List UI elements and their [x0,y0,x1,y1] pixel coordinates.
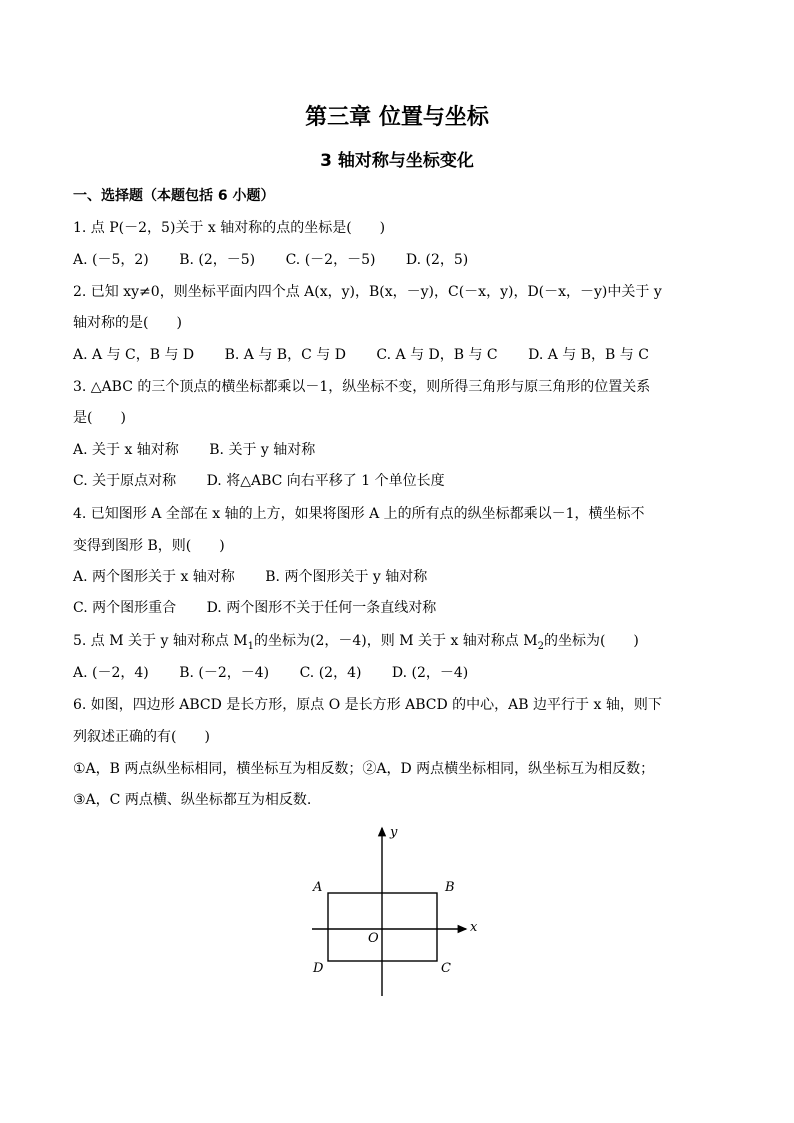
q5-stem-part-b: 的坐标为(2，－4)，则 M 关于 x 轴对称点 M [254,633,538,649]
label-a: A [313,880,323,895]
question-6-stem-line-1: 6. 如图，四边形 ABCD 是长方形，原点 O 是长方形 ABCD 的中心，AB 边平行于 x 轴，则下 [73,697,662,713]
question-6-statement-line-1: ①A，B 两点纵坐标相同，横坐标互为相反数；②A，D 两点横坐标相同，纵坐标互为相反数； [73,761,655,777]
option-c: C. (2，4) [299,665,362,681]
option-c: C. 两个图形重合 [73,600,177,616]
question-2-stem-line-1: 2. 已知 xy≠0，则坐标平面内四个点 A(x，y)，B(x，－y)，C(－x，y)，D(－x，－y)中关于 y [73,284,662,300]
question-3-stem-line-2: 是( ) [73,410,126,426]
question-2-stem-line-2: 轴对称的是( ) [73,315,182,331]
label-y-axis: y [390,825,398,840]
chapter-title: 第三章 位置与坐标 [305,105,489,130]
question-6-stem-line-2: 列叙述正确的有( ) [73,729,210,745]
option-c: C. (－2，－5) [285,252,376,268]
question-4-options-row-2 [73,598,436,618]
option-b: B. 两个图形关于 y 轴对称 [265,569,428,585]
question-5-options [73,663,468,683]
question-6-statement-line-2: ③A，C 两点横、纵坐标都互为相反数. [73,792,312,808]
label-origin: O [368,931,379,946]
question-3-options-row-1 [73,440,315,460]
question-4-stem-line-1: 4. 已知图形 A 全部在 x 轴的上方，如果将图形 A 上的所有点的纵坐标都乘以－1，横坐标不 [73,506,645,522]
label-b: B [445,880,455,895]
option-b: B. (2，－5) [179,252,256,268]
option-a: A. (－2，4) [73,665,149,681]
option-d: D. 两个图形不关于任何一条直线对称 [206,600,437,616]
option-b: B. (－2，－4) [179,665,270,681]
rectangle-coordinate-figure [300,820,490,1002]
q5-stem-part-a: 5. 点 M 关于 y 轴对称点 M [73,633,248,649]
label-c: C [441,961,451,976]
question-4-stem-line-2: 变得到图形 B，则( ) [73,538,225,554]
question-1-stem: 1. 点 P(－2，5)关于 x 轴对称的点的坐标是( ) [73,220,386,236]
question-2-options [73,345,649,365]
option-c: C. A 与 D，B 与 C [376,347,498,363]
option-d: D. (2，5) [405,252,469,268]
q5-subscript-2: 2 [537,640,544,652]
q5-stem-part-c: 的坐标为( ) [543,633,639,649]
option-d: D. (2，－4) [391,665,469,681]
option-a: A. (－5，2) [73,252,149,268]
question-4-options-row-1 [73,567,427,587]
q5-subscript-1: 1 [247,640,255,652]
option-a: A. 关于 x 轴对称 [73,442,179,458]
label-x-axis: x [470,920,478,935]
lesson-subtitle: 3 轴对称与坐标变化 [320,151,474,171]
question-5-stem [73,631,639,657]
option-a: A. A 与 C，B 与 D [73,347,195,363]
option-d: D. 将△ABC 向右平移了 1 个单位长度 [206,473,445,489]
option-a: A. 两个图形关于 x 轴对称 [73,569,235,585]
label-d: D [313,961,324,976]
question-3-stem-line-1: 3. △ABC 的三个顶点的横坐标都乘以－1，纵坐标不变，则所得三角形与原三角形的位置关系 [73,379,651,395]
section-heading: 一、选择题（本题包括 6 小题） [73,188,275,204]
option-b: B. A 与 B，C 与 D [224,347,346,363]
question-3-options-row-2 [73,471,445,491]
option-b: B. 关于 y 轴对称 [209,442,316,458]
question-1-options [73,250,468,270]
option-c: C. 关于原点对称 [73,473,177,489]
option-d: D. A 与 B，B 与 C [528,347,649,363]
